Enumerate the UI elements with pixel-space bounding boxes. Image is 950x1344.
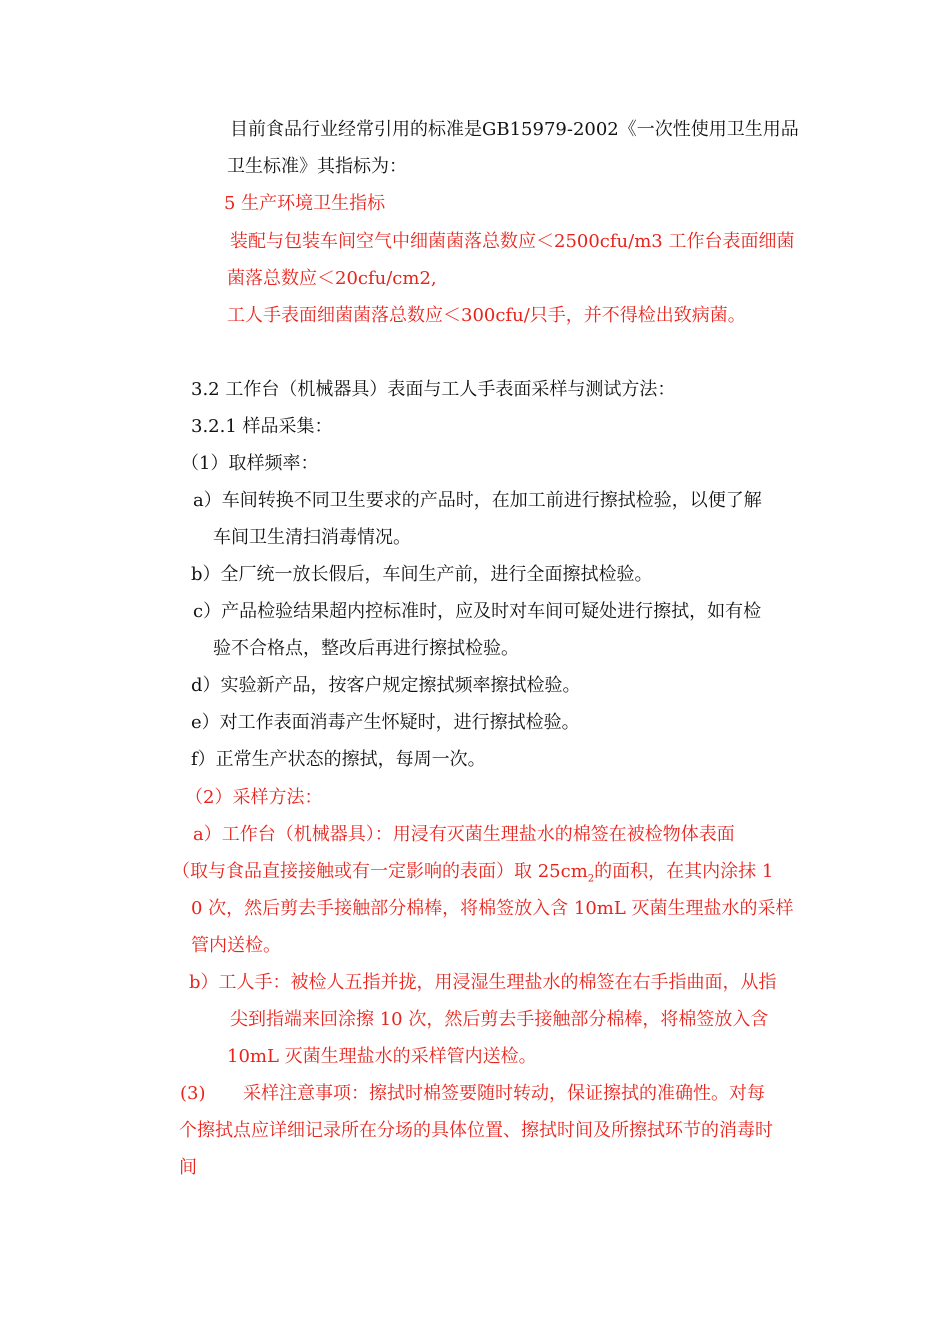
notes-line-1: 采样注意事项：擦拭时棉签要随时转动，保证擦拭的准确性。对每 — [243, 1083, 765, 1104]
sampling-item-a-line-2-post: 的面积，在其内涂抹 1 — [594, 861, 774, 882]
sampling-item-a-line-4: 管内送检。 — [191, 935, 281, 956]
sampling-item-a-superscript: 2 — [587, 873, 595, 885]
standard-line-1: 装配与包装车间空气中细菌菌落总数应＜2500cfu/m3 工作台表面细菌 — [230, 231, 795, 252]
frequency-item-c-line-1: c）产品检验结果超内控标准时，应及时对车间可疑处进行擦拭，如有检 — [193, 601, 762, 622]
sampling-item-b-line-2: 尖到指端来回涂擦 10 次，然后剪去手接触部分棉棒，将棉签放入含 — [230, 1009, 769, 1030]
standard-line-3: 工人手表面细菌菌落总数应＜300cfu/只手，并不得检出致病菌。 — [227, 305, 746, 326]
standard-heading: 5 生产环境卫生指标 — [224, 193, 386, 214]
notes-line-3: 间 — [179, 1157, 197, 1178]
notes-line-2: 个擦拭点应详细记录所在分场的具体位置、擦拭时间及所擦拭环节的消毒时 — [179, 1120, 773, 1141]
sampling-item-a-line-1: a）工作台（机械器具）：用浸有灭菌生理盐水的棉签在被检物体表面 — [193, 824, 735, 845]
intro-line-1: 目前食品行业经常引用的标准是GB15979-2002《一次性使用卫生用品 — [230, 119, 799, 140]
frequency-item-f: f）正常生产状态的擦拭，每周一次。 — [191, 749, 486, 770]
section-subtitle: 3.2.1 样品采集： — [191, 416, 333, 437]
sampling-item-b-line-3: 10mL 灭菌生理盐水的采样管内送检。 — [227, 1046, 537, 1067]
frequency-heading: （1）取样频率： — [181, 453, 319, 474]
frequency-item-b: b）全厂统一放长假后，车间生产前，进行全面擦拭检验。 — [191, 564, 653, 585]
section-title: 3.2 工作台（机械器具）表面与工人手表面采样与测试方法： — [191, 379, 676, 400]
sampling-item-a-line-3: 0 次，然后剪去手接触部分棉棒，将棉签放入含 10mL 灭菌生理盐水的采样 — [191, 898, 794, 919]
notes-number: (3) — [180, 1083, 206, 1104]
frequency-item-a-line-2: 车间卫生清扫消毒情况。 — [213, 527, 411, 548]
frequency-item-e: e）对工作表面消毒产生怀疑时，进行擦拭检验。 — [191, 712, 580, 733]
sampling-heading: （2）采样方法： — [185, 787, 323, 808]
sampling-item-b-line-1: b）工人手：被检人五指并拢，用浸湿生理盐水的棉签在右手指曲面，从指 — [189, 972, 777, 993]
standard-line-2: 菌落总数应＜20cfu/cm2, — [227, 268, 437, 289]
frequency-item-c-line-2: 验不合格点，整改后再进行擦拭检验。 — [213, 638, 519, 659]
frequency-item-a-line-1: a）车间转换不同卫生要求的产品时，在加工前进行擦拭检验，以便了解 — [193, 490, 762, 511]
intro-line-2: 卫生标准》其指标为： — [227, 156, 407, 177]
sampling-item-a-line-2 — [172, 860, 773, 892]
frequency-item-d: d）实验新产品，按客户规定擦拭频率擦拭检验。 — [191, 675, 581, 696]
sampling-item-a-line-2-pre: （取与食品直接接触或有一定影响的表面）取 25cm — [172, 861, 588, 882]
